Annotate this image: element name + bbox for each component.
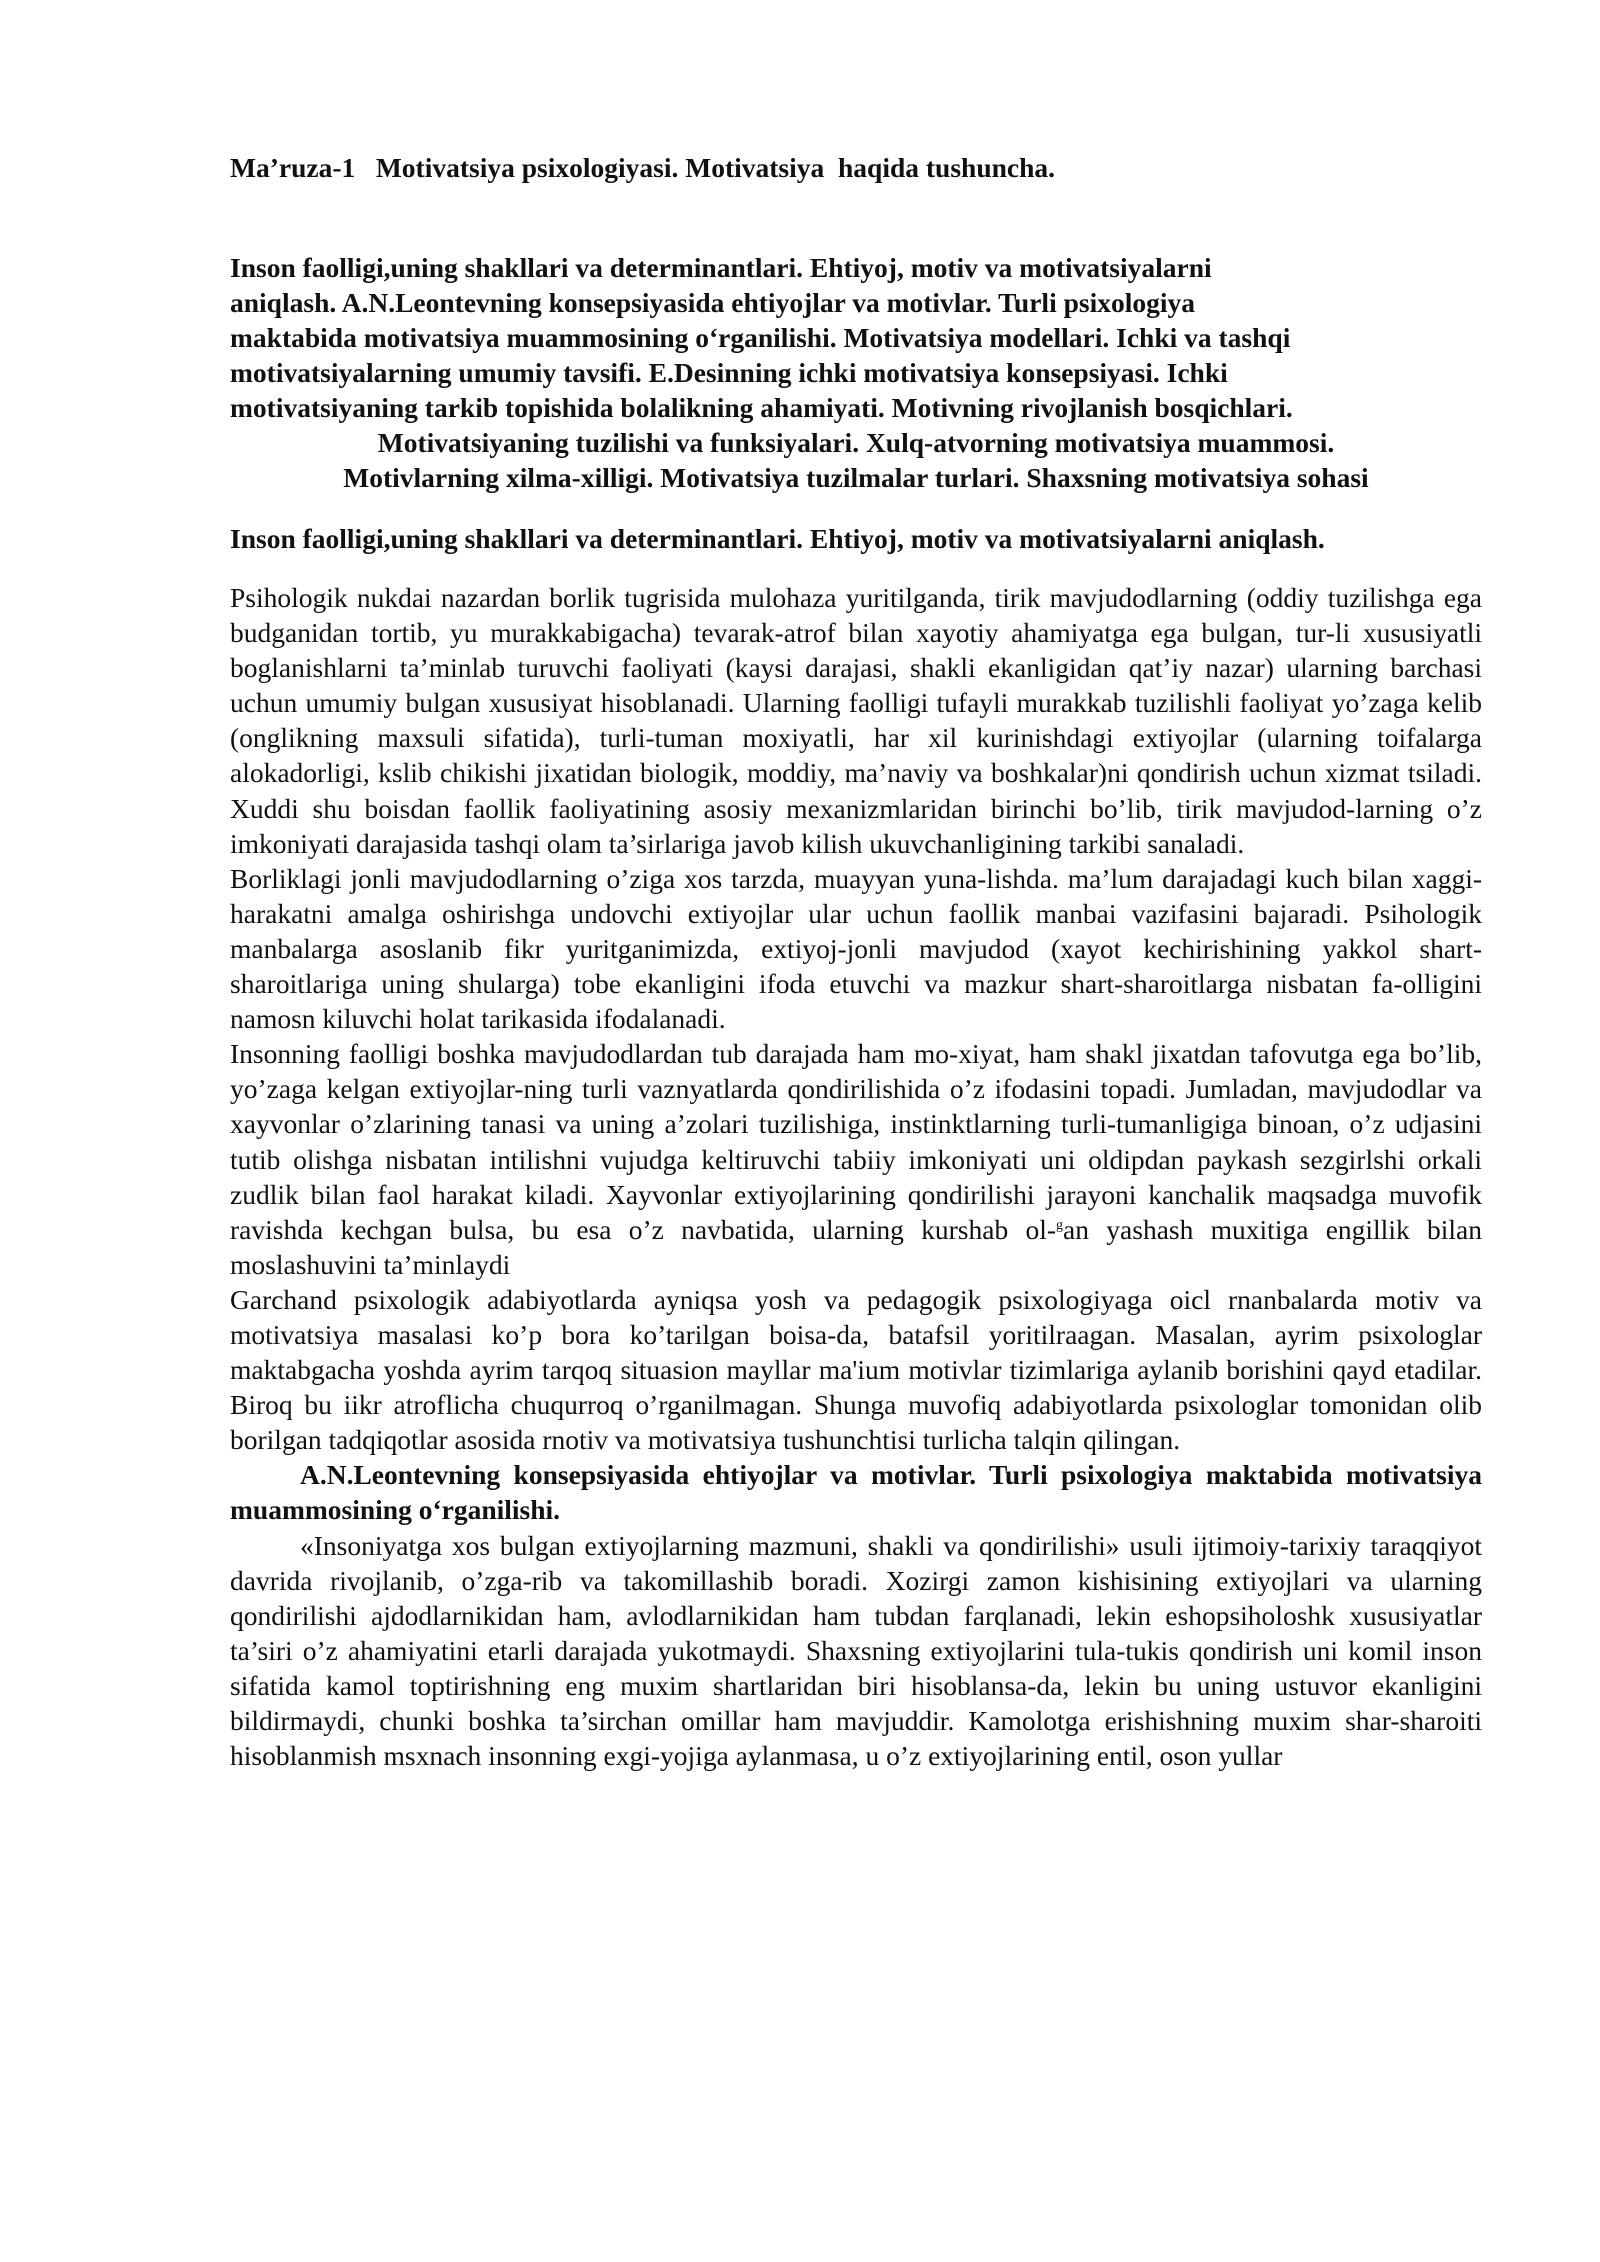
paragraph-text: Insonning faolligi boshka mavjudodlardan tub darajada ham mo-xiyat, ham shakl jixatdan tafovutga ega bo’lib, yo’zaga kelgan extiyojlar-ning turli vaznyatlarda qondirilishida o’z ifodasini topadi. Jumladan, mavjudodlar va xayvonlar o’zlarining tanasi va uning a’zolari tuzilishiga, instinktlarning turli-tumanligiga binoan, o’z udjasini tutib olishga nisbatan intilishni vujudga keltiruvchi tabiiy imkoniyati uni oldipdan paykash sezgirlshi orkali zudlik bilan faol harakat kiladi. Xayvonlar extiyojlarining qondirilishi jarayoni kanchalik maqsadga muvofik ravishda kechgan bulsa, bu esa o’z navbatida, ularning kurshab ol-: [230, 1038, 1482, 1245]
superscript-mark: g: [1056, 1217, 1064, 1233]
overview-line: aniqlash. A.N.Leontevning konsepsiyasida ehtiyojlar va motivlar. Turli psixologiya: [230, 287, 1195, 318]
document-page: [230, 150, 1482, 1773]
body-paragraph: Garchand psixologik adabiyotlarda ayniqsa yosh va pedagogik psixologiyaga oicl rnanbalarda motiv va motivatsiya masalasi ko’p bora ko’tarilgan boisa-da, batafsil yoritilraagan. Masalan, ayrim psixologlar maktabgacha yoshda ayrim tarqoq situasion mayllar ma'ium motivlar tizimlariga aylanib borishini qayd etadilar. Biroq bu iikr atroflicha chuqurroq o’rganilmagan. Shunga muvofiq adabiyotlarda psixologlar tomonidan olib borilgan tadqiqotlar asosida rnotiv va motivatsiya tushunchtisi turlicha talqin qilingan.: [230, 1283, 1482, 1456]
body-paragraph: «Insoniyatga xos bulgan extiyojlarning mazmuni, shakli va qondirilishi» usuli ijtimoiy-tarixiy taraqqiyot davrida rivojlanib, o’zga-rib va takomillashib boradi. Xozirgi zamon kishisining extiyojlari va ularning qondirilishi ajdodlarnikidan ham, avlodlarnikidan ham tubdan farqlanadi, lekin eshopsiholoshk xususiyatlar ta’siri o’z ahamiyatini etarli darajada yukotmaydi. Shaxsning extiyojlarini tula-tukis qondirish uni komil inson sifatida kamol toptirishning eng muxim shartlaridan biri hisoblansa-da, lekin bu uning ustuvor ekanligini bildirmaydi, chunki boshka ta’sirchan omillar ham mavjuddir. Kamolotga erishishning muxim shar-sharoiti hisoblanmish msxnach insonning exgi-yojiga aylanmasa, u o’z extiyojlarining entil, oson yullar: [230, 1529, 1482, 1772]
paragraph-text: an yashash muxitiga engillik bilan moslashuvini ta’minlaydi: [230, 1213, 1482, 1280]
lecture-title: Ma’ruza-1 Motivatsiya psixologiyasi. Motivatsiya haqida tushuncha.: [230, 152, 1056, 183]
overview-line: Inson faolligi,uning shakllari va determinantlari. Ehtiyoj, motiv va motivatsiyalarni: [230, 252, 1212, 283]
overview-line: maktabida motivatsiya muammosining o‘rganilishi. Motivatsiya modellari. Ichki va tashqi: [230, 322, 1291, 353]
section-heading: Inson faolligi,uning shakllari va determinantlari. Ehtiyoj, motiv va motivatsiyalarni aniqlash.: [230, 523, 1325, 554]
topics-overview: [230, 250, 1482, 495]
overview-line: Motivatsiyaning tuzilishi va funksiyalari. Xulq-atvorning motivatsiya muammosi.: [377, 427, 1335, 458]
body-paragraph: Psihologik nukdai nazardan borlik tugrisida mulohaza yuritilganda, tirik mavjudodlarning (oddiy tuzilishga ega budganidan tortib, yu murakkabigacha) tevarak-atrof bilan xayotiy ahamiyatga ega bulgan, tur-li xususiyatli boglanishlarni ta’minlab turuvchi faoliyati (kaysi darajasi, shakli ekanligidan qat’iy nazar) ularning barchasi uchun umumiy bulgan xususiyat hisoblanadi. Ularning faolligi tufayli murakkab tuzilishli faoliyat yo’zaga kelib (onglikning maxsuli sifatida), turli-tuman moxiyatli, har xil kurinishdagi extiyojlar (ularning toifalarga alokadorligi, kslib chikishi jixatidan biologik, moddiy, ma’naviy va boshkalar)ni qondirish uchun xizmat tsiladi. Xuddi shu boisdan faollik faoliyatining asosiy mexanizmlaridan birinchi bo’lib, tirik mavjudod-larning o’z imkoniyati darajasida tashqi olam ta’sirlariga javob kilish ukuvchanligining tarkibi sanaladi.: [230, 582, 1482, 859]
overview-line: motivatsiyaning tarkib topishida bolalikning ahamiyati. Motivning rivojlanish bosqichlari.: [230, 392, 1293, 423]
overview-line: motivatsiyalarning umumiy tavsifi. E.Desinning ichki motivatsiya konsepsiyasi. Ichki: [230, 357, 1228, 388]
body-paragraph: [230, 1036, 1482, 1282]
body-paragraph: Borliklagi jonli mavjudodlarning o’ziga xos tarzda, muayyan yuna-lishda. ma’lum darajadagi kuch bilan xaggi-harakatni amalga oshirishga undovchi extiyojlar ular uchun faollik manbai vazifasini bajaradi. Psihologik manbalarga asoslanib fikr yuritganimizda, extiyoj-jonli mavjudod (xayot kechirishining yakkol shart-sharoitlariga uning shularga) tobe ekanligini ifoda etuvchi va mazkur shart-sharoitlarga nisbatan fa-olligini namosn kiluvchi holat tarikasida ifodalanadi.: [230, 862, 1482, 1035]
document-body: [230, 580, 1482, 1773]
overview-line: Motivlarning xilma-xilligi. Motivatsiya tuzilmalar turlari. Shaxsning motivatsiya sohasi: [343, 462, 1369, 493]
section-heading: A.N.Leontevning konsepsiyasida ehtiyojlar va motivlar. Turli psixologiya maktabida motivatsiya muammosining o‘rganilishi.: [230, 1459, 1482, 1526]
